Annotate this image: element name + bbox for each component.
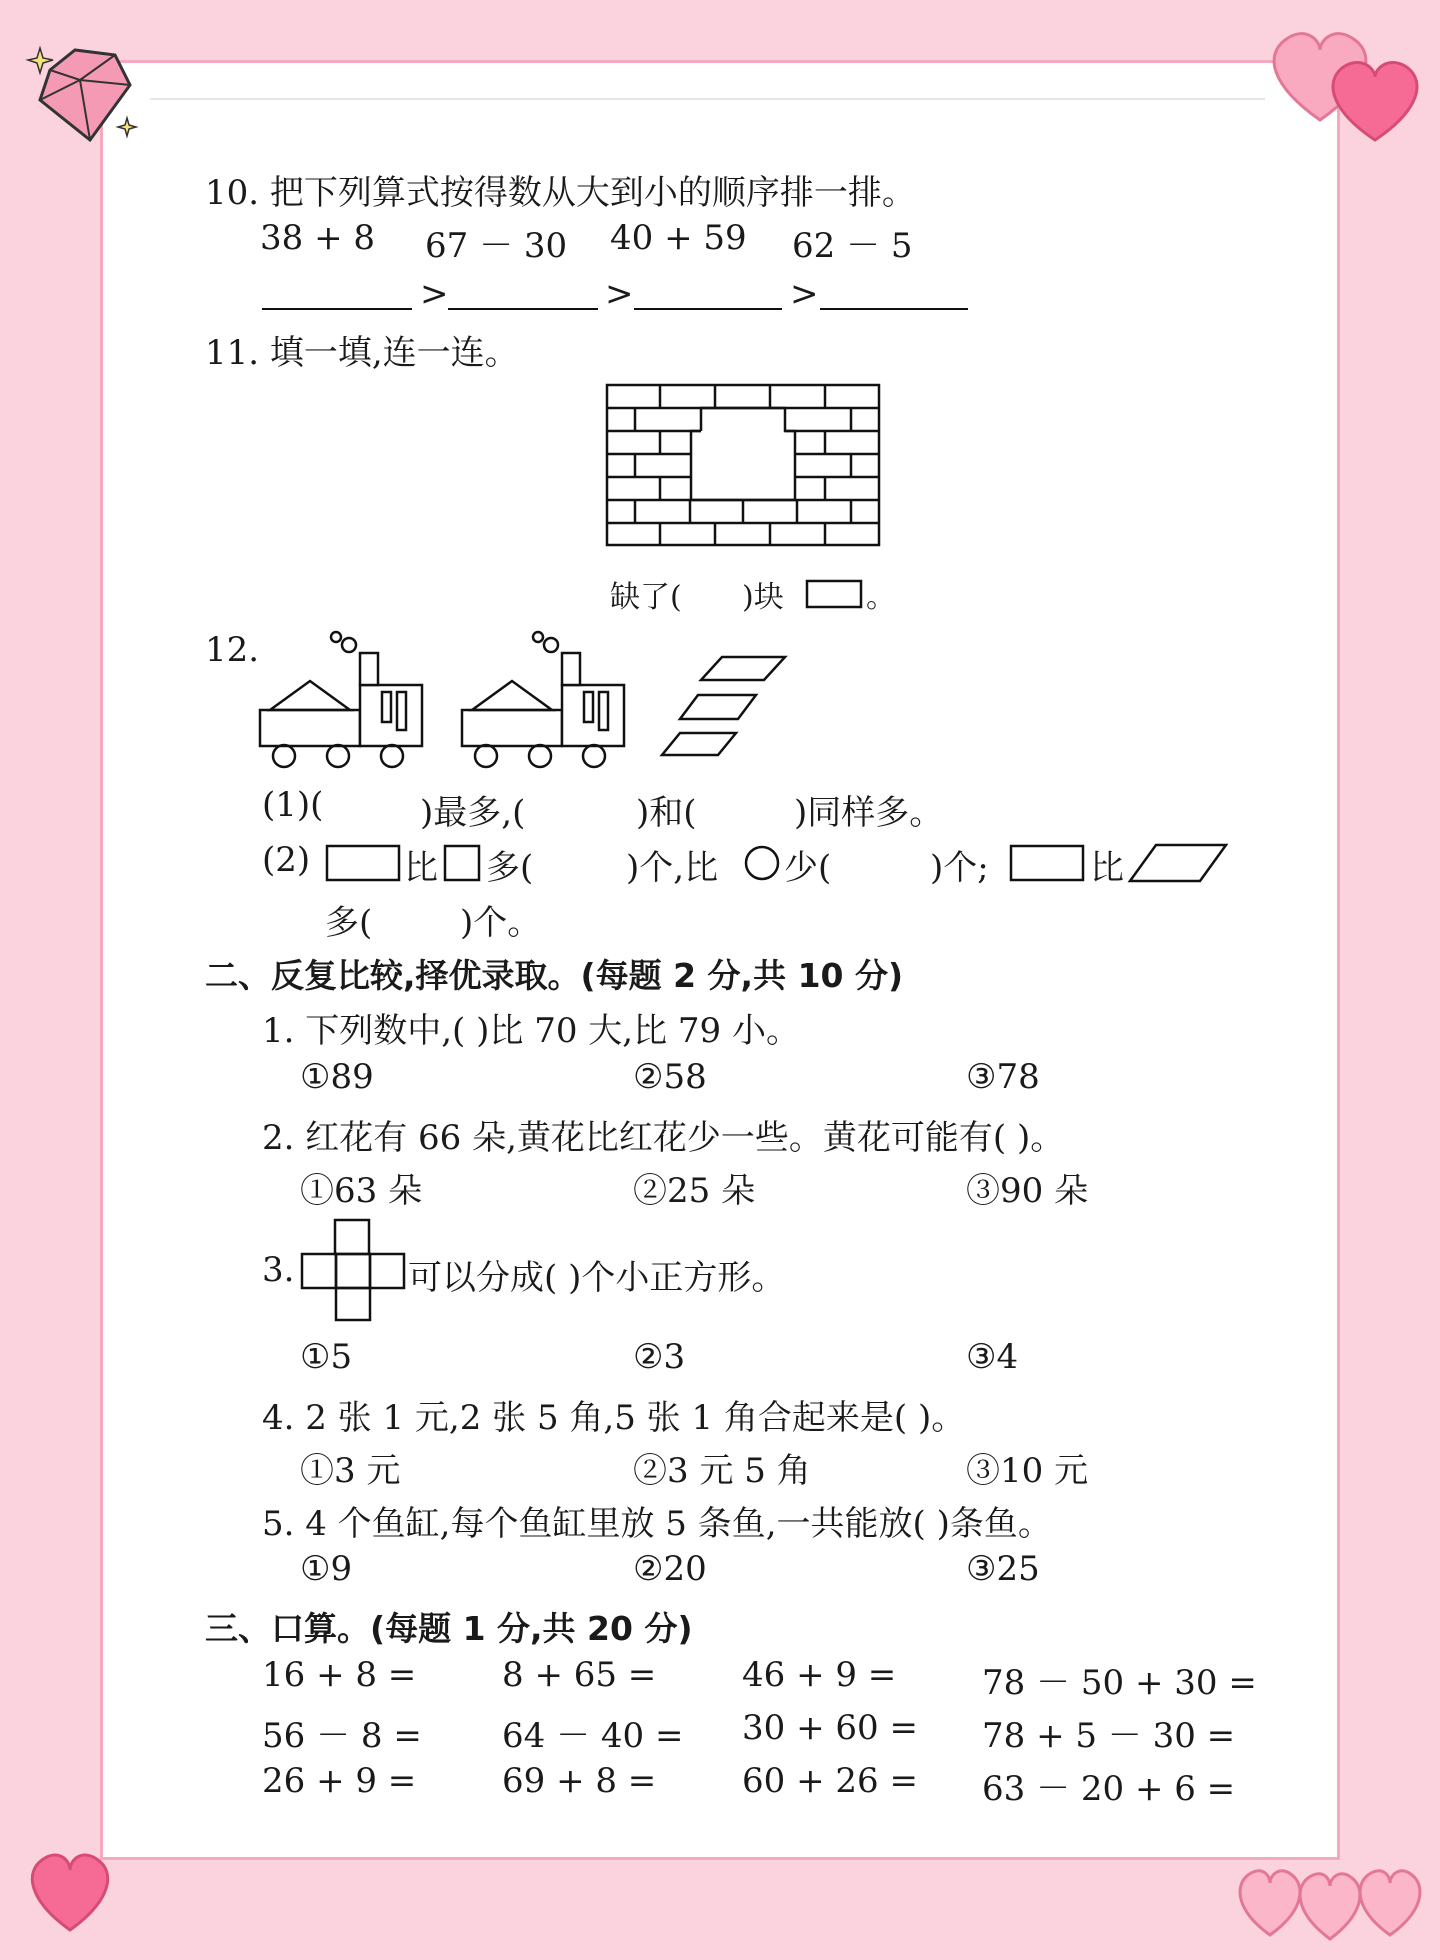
q12-line2-text: 比 bbox=[1090, 848, 1124, 888]
brick-icon bbox=[806, 580, 862, 608]
q12-line2-text: 多( bbox=[486, 848, 534, 888]
s2-q3-option[interactable]: ③4 bbox=[966, 1337, 1019, 1377]
brick-wall-figure bbox=[605, 383, 881, 547]
greater-than: > bbox=[420, 274, 449, 314]
mental-math-item: 63 － 20 + 6 = bbox=[982, 1769, 1236, 1809]
mental-math-item: 78 － 50 + 30 = bbox=[982, 1663, 1257, 1703]
rectangle-shape-icon bbox=[1010, 845, 1084, 881]
s2-q4-option[interactable]: ③10 元 bbox=[966, 1451, 1089, 1491]
square-shape-icon bbox=[444, 845, 480, 881]
s2-q2-stem: 2. 红花有 66 朵,黄花比红花少一些。黄花可能有( )。 bbox=[262, 1118, 1065, 1158]
section2-heading: 二、反复比较,择优录取。(每题 2 分,共 10 分) bbox=[205, 956, 904, 995]
heart-bottom-left-icon bbox=[20, 1840, 120, 1940]
train-figure bbox=[260, 625, 430, 770]
q11-caption-start: 缺了( bbox=[610, 580, 682, 615]
answer-blank[interactable] bbox=[634, 308, 782, 310]
q12-line2-text: )个,比 bbox=[626, 848, 719, 888]
q10-expression: 62 － 5 bbox=[792, 226, 913, 266]
q12-line1-d: )同样多。 bbox=[794, 793, 944, 833]
q10-title: 10. 把下列算式按得数从大到小的顺序排一排。 bbox=[205, 173, 916, 213]
header-divider bbox=[150, 98, 1265, 100]
s2-q1-stem: 1. 下列数中,( )比 70 大,比 79 小。 bbox=[262, 1011, 800, 1051]
answer-blank[interactable] bbox=[448, 308, 598, 310]
train-figure bbox=[462, 625, 632, 770]
s2-q4-stem: 4. 2 张 1 元,2 张 5 角,5 张 1 角合起来是( )。 bbox=[262, 1398, 966, 1438]
rectangle-shape-icon bbox=[326, 845, 400, 881]
q10-expression: 38 + 8 bbox=[260, 218, 375, 258]
s2-q5-option[interactable]: ①9 bbox=[300, 1549, 353, 1589]
mental-math-item: 69 + 8 = bbox=[502, 1761, 657, 1801]
q10-expression: 40 + 59 bbox=[610, 218, 747, 258]
circle-shape-icon bbox=[744, 845, 780, 881]
mental-math-item: 56 － 8 = bbox=[262, 1716, 422, 1756]
cross-shape-figure bbox=[300, 1218, 406, 1322]
q12-line2-text: )个; bbox=[930, 848, 989, 888]
mental-math-item: 16 + 8 = bbox=[262, 1655, 417, 1695]
greater-than: > bbox=[790, 274, 819, 314]
q12-line2-label: (2) bbox=[262, 840, 311, 880]
s2-q5-option[interactable]: ②20 bbox=[633, 1549, 707, 1589]
s2-q4-option[interactable]: ②3 元 5 角 bbox=[633, 1451, 811, 1491]
greater-than: > bbox=[605, 274, 634, 314]
hearts-top-right-icon bbox=[1260, 10, 1430, 150]
parallelograms-figure bbox=[660, 655, 790, 760]
s2-q3-number: 3. bbox=[262, 1250, 295, 1290]
q11-title: 11. 填一填,连一连。 bbox=[205, 333, 519, 373]
s2-q5-option[interactable]: ③25 bbox=[966, 1549, 1040, 1589]
mental-math-item: 8 + 65 = bbox=[502, 1655, 657, 1695]
mental-math-item: 78 + 5 － 30 = bbox=[982, 1716, 1236, 1756]
q12-line1-b: )最多,( bbox=[420, 793, 526, 833]
q12-number: 12. bbox=[205, 630, 260, 670]
mental-math-item: 60 + 26 = bbox=[742, 1761, 918, 1801]
diamond-icon bbox=[20, 30, 140, 150]
q12-line2-text: 比 bbox=[404, 848, 438, 888]
q12-line2-text: 少( bbox=[784, 848, 832, 888]
mental-math-item: 64 － 40 = bbox=[502, 1716, 684, 1756]
s2-q2-option[interactable]: ②25 朵 bbox=[633, 1171, 756, 1211]
q12-line3-b: )个。 bbox=[460, 903, 542, 943]
q10-expression: 67 － 30 bbox=[425, 226, 568, 266]
q11-caption-end: 。 bbox=[866, 580, 896, 615]
q12-line3-a: 多( bbox=[325, 903, 373, 943]
s2-q2-option[interactable]: ①63 朵 bbox=[300, 1171, 423, 1211]
mental-math-item: 30 + 60 = bbox=[742, 1708, 918, 1748]
s2-q3-option[interactable]: ②3 bbox=[633, 1337, 686, 1377]
s2-q1-option[interactable]: ①89 bbox=[300, 1057, 374, 1097]
s2-q2-option[interactable]: ③90 朵 bbox=[966, 1171, 1089, 1211]
q12-line1-a: (1)( bbox=[262, 785, 324, 825]
s2-q3-stem: 可以分成( )个小正方形。 bbox=[408, 1258, 786, 1298]
s2-q3-option[interactable]: ①5 bbox=[300, 1337, 353, 1377]
mental-math-item: 26 + 9 = bbox=[262, 1761, 417, 1801]
s2-q4-option[interactable]: ①3 元 bbox=[300, 1451, 401, 1491]
mental-math-item: 46 + 9 = bbox=[742, 1655, 897, 1695]
s2-q1-option[interactable]: ②58 bbox=[633, 1057, 707, 1097]
section3-heading: 三、口算。(每题 1 分,共 20 分) bbox=[205, 1609, 693, 1648]
q12-line1-c: )和( bbox=[636, 793, 697, 833]
s2-q5-stem: 5. 4 个鱼缸,每个鱼缸里放 5 条鱼,一共能放( )条鱼。 bbox=[262, 1504, 1052, 1544]
s2-q1-option[interactable]: ③78 bbox=[966, 1057, 1040, 1097]
answer-blank[interactable] bbox=[262, 308, 412, 310]
hearts-bottom-right-icon bbox=[1230, 1855, 1430, 1945]
parallelogram-shape-icon bbox=[1128, 843, 1228, 883]
answer-blank[interactable] bbox=[820, 308, 968, 310]
q11-caption-mid: )块 bbox=[742, 580, 784, 615]
